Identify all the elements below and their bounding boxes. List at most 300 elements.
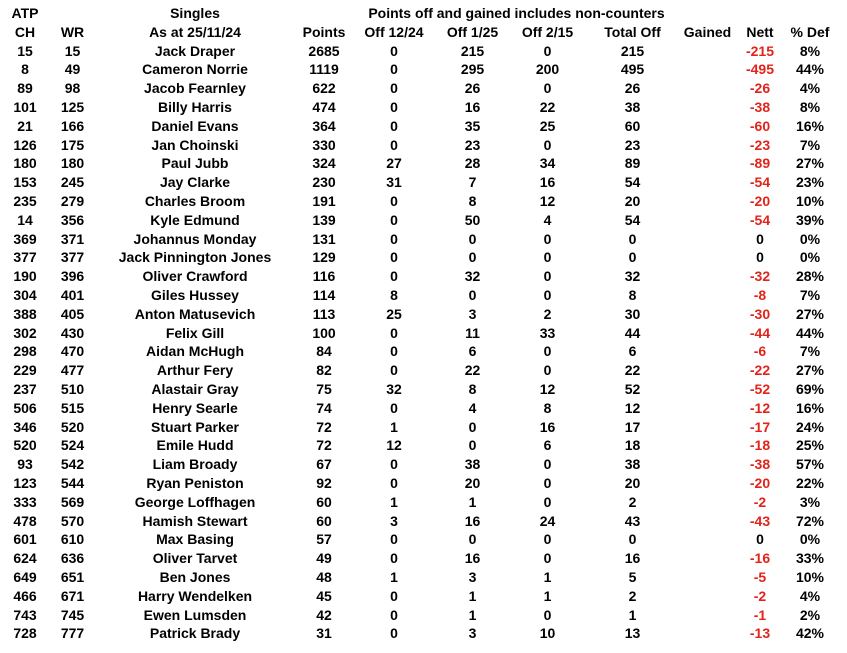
nett-cell: -5 (753, 568, 767, 585)
player-rows (0, 42, 847, 644)
player-name: Felix Gill (165, 324, 225, 341)
off-2-15-cell: 0 (543, 343, 552, 360)
off-1-25-cell: 11 (465, 324, 480, 341)
off-2-15-cell: 2 (543, 305, 552, 322)
table-row (0, 624, 847, 643)
player-name: Oliver Crawford (142, 268, 248, 285)
off-2-15-cell: 0 (543, 136, 552, 153)
table-row (0, 154, 847, 173)
off-12-24-cell: 0 (390, 587, 398, 604)
points-cell: 60 (316, 493, 332, 510)
ch-cell: 649 (13, 568, 37, 585)
wr-cell: 470 (60, 343, 85, 360)
points-cell: 1119 (309, 61, 339, 78)
off-12-24-header: Off 12/24 (364, 23, 424, 40)
pct-def-cell: 25% (795, 437, 825, 454)
off-12-24-cell: 27 (386, 155, 402, 172)
off-12-24-cell: 1 (390, 568, 398, 585)
ch-cell: 466 (13, 587, 37, 604)
nett-cell: -26 (749, 80, 771, 97)
off-1-25-cell: 0 (468, 437, 477, 454)
pct-def-cell: 4% (799, 587, 821, 604)
nett-cell: -2 (753, 587, 767, 604)
player-name: Daniel Evans (151, 117, 239, 134)
wr-cell: 356 (60, 211, 85, 228)
pct-def-cell: 27% (795, 362, 825, 379)
total-off-cell: 2 (628, 587, 637, 604)
pct-def-cell: 16% (795, 399, 825, 416)
off-2-15-cell: 0 (543, 42, 552, 59)
wr-cell: 180 (60, 155, 85, 172)
off-2-15-header: Off 2/15 (521, 23, 574, 40)
off-12-24-cell: 0 (390, 362, 398, 379)
off-12-24-cell: 0 (390, 324, 398, 341)
total-off-cell: 6 (628, 343, 637, 360)
off-2-15-cell: 1 (543, 568, 552, 585)
wr-cell: 405 (60, 305, 85, 322)
total-off-cell: 16 (624, 550, 641, 567)
points-cell: 45 (316, 587, 332, 604)
off-1-25-cell: 32 (464, 268, 481, 285)
off-1-25-cell: 3 (468, 625, 477, 642)
player-name: Cameron Norrie (142, 61, 248, 78)
nett-cell: -20 (749, 192, 771, 209)
atp-header: ATP (11, 5, 39, 21)
ch-cell: 333 (13, 493, 37, 510)
player-name: Billy Harris (158, 98, 232, 115)
total-off-cell: 20 (624, 192, 641, 209)
total-off-cell: 17 (624, 418, 641, 435)
player-name: Johannus Monday (133, 230, 257, 247)
player-name: Alastair Gray (151, 380, 239, 397)
off-12-24-cell: 0 (390, 80, 398, 97)
player-name: Patrick Brady (149, 625, 241, 642)
off-2-15-cell: 22 (539, 98, 556, 115)
ch-cell: 346 (13, 418, 37, 435)
wr-cell: 636 (60, 550, 85, 567)
ch-cell: 369 (13, 230, 37, 247)
nett-cell: -495 (745, 61, 775, 78)
player-name: Stuart Parker (151, 418, 239, 435)
nett-cell: -2 (753, 493, 767, 510)
nett-cell: -60 (749, 117, 771, 134)
player-name: Jacob Fearnley (144, 80, 246, 97)
wr-cell: 15 (64, 42, 81, 59)
points-cell: 364 (312, 117, 336, 134)
total-off-cell: 0 (628, 230, 637, 247)
nett-cell: -54 (749, 174, 771, 191)
table-row (0, 42, 847, 61)
points-cell: 230 (312, 174, 336, 191)
off-1-25-cell: 22 (464, 362, 481, 379)
total-off-cell: 54 (624, 174, 641, 191)
ch-cell: 624 (13, 550, 37, 567)
off-12-24-cell: 0 (390, 531, 398, 548)
off-1-25-cell: 0 (468, 230, 477, 247)
pct-def-cell: 39% (795, 211, 825, 228)
ch-cell: 237 (13, 380, 37, 397)
ch-cell: 377 (13, 249, 37, 266)
wr-cell: 671 (60, 587, 85, 604)
off-1-25-cell: 20 (464, 474, 481, 491)
pct-def-cell: 16% (795, 117, 825, 134)
total-off-cell: 215 (620, 42, 645, 59)
ch-cell: 8 (21, 61, 29, 78)
points-cell: 139 (312, 211, 336, 228)
points-cell: 2685 (308, 42, 340, 59)
player-name: Anton Matusevich (134, 305, 256, 322)
off-2-15-cell: 16 (539, 174, 556, 191)
total-off-cell: 38 (624, 98, 641, 115)
pct-def-cell: 7% (799, 136, 821, 153)
pct-def-cell: 24% (795, 418, 825, 435)
table-row (0, 98, 847, 117)
ch-cell: 302 (13, 324, 37, 341)
off-1-25-cell: 0 (468, 418, 477, 435)
nett-cell: 0 (756, 531, 764, 548)
nett-cell: -23 (749, 136, 771, 153)
table-row (0, 568, 847, 587)
off-1-25-cell: 215 (460, 42, 485, 59)
player-name: Jack Draper (154, 42, 236, 59)
off-1-25-cell: 16 (464, 512, 481, 529)
off-1-25-cell: 1 (468, 606, 477, 623)
nett-cell: -38 (749, 456, 771, 473)
total-off-cell: 43 (624, 512, 641, 529)
header-row-2 (0, 23, 847, 42)
ch-cell: 743 (13, 606, 37, 623)
wr-cell: 524 (60, 437, 85, 454)
off-1-25-cell: 295 (460, 61, 485, 78)
off-12-24-cell: 0 (390, 474, 398, 491)
player-name: Hamish Stewart (142, 512, 248, 529)
off-1-25-cell: 6 (468, 343, 477, 360)
off-2-15-cell: 25 (539, 117, 556, 134)
ch-cell: 601 (13, 531, 37, 548)
nett-cell: -12 (749, 399, 771, 416)
ch-cell: 89 (17, 80, 33, 97)
header-row-1 (0, 4, 847, 23)
table-row (0, 136, 847, 155)
table-row (0, 60, 847, 79)
table-row (0, 324, 847, 343)
table-row (0, 474, 847, 493)
wr-cell: 520 (60, 418, 85, 435)
points-cell: 622 (312, 80, 336, 97)
nett-cell: -13 (749, 625, 771, 642)
table-row (0, 173, 847, 192)
ch-cell: 15 (17, 42, 33, 59)
wr-header: WR (60, 23, 85, 40)
off-2-15-cell: 12 (539, 380, 556, 397)
points-cell: 113 (312, 305, 336, 322)
pct-def-cell: 8% (799, 42, 821, 59)
rankings-sheet (0, 4, 847, 643)
off-2-15-cell: 0 (543, 230, 552, 247)
table-row (0, 342, 847, 361)
off-1-25-cell: 23 (464, 136, 481, 153)
nett-cell: 0 (756, 249, 764, 266)
pct-def-cell: 0% (799, 531, 821, 548)
off-12-24-cell: 0 (390, 98, 398, 115)
off-1-25-cell: 1 (468, 587, 477, 604)
table-row (0, 512, 847, 531)
off-2-15-cell: 16 (539, 418, 556, 435)
nett-cell: -30 (749, 305, 771, 322)
pct-def-cell: 10% (795, 568, 825, 585)
off-2-15-cell: 24 (539, 512, 556, 529)
points-cell: 324 (312, 155, 336, 172)
pct-def-cell: 4% (799, 80, 821, 97)
nett-cell: -52 (749, 380, 771, 397)
ch-cell: 190 (13, 268, 37, 285)
points-cell: 74 (316, 399, 332, 416)
off-12-24-cell: 0 (390, 136, 398, 153)
ch-cell: 728 (13, 625, 37, 642)
off-12-24-cell: 0 (390, 399, 398, 416)
total-off-cell: 0 (628, 531, 637, 548)
table-row (0, 587, 847, 606)
points-cell: 131 (312, 230, 336, 247)
off-2-15-cell: 0 (543, 493, 552, 510)
table-row (0, 79, 847, 98)
total-off-cell: 54 (624, 211, 641, 228)
off-1-25-cell: 16 (464, 550, 481, 567)
points-cell: 72 (316, 437, 332, 454)
total-off-cell: 0 (628, 249, 637, 266)
off-12-24-cell: 0 (390, 211, 398, 228)
wr-cell: 542 (60, 456, 85, 473)
total-off-cell: 2 (628, 493, 637, 510)
pct-def-cell: 44% (795, 61, 825, 78)
points-cell: 82 (316, 362, 332, 379)
off-12-24-cell: 1 (390, 418, 398, 435)
pct-def-cell: 27% (795, 305, 825, 322)
total-off-cell: 89 (624, 155, 641, 172)
nett-cell: -8 (753, 286, 767, 303)
off-12-24-cell: 0 (390, 550, 398, 567)
total-off-cell: 30 (624, 305, 641, 322)
table-row (0, 380, 847, 399)
off-2-15-cell: 12 (539, 192, 556, 209)
off-2-15-cell: 0 (543, 286, 552, 303)
points-cell: 75 (316, 380, 332, 397)
total-off-cell: 44 (624, 324, 641, 341)
wr-cell: 430 (60, 324, 85, 341)
wr-cell: 377 (60, 249, 85, 266)
player-name: Harry Wendelken (137, 587, 253, 604)
player-name: Jan Choinski (151, 136, 239, 153)
points-cell: 67 (316, 456, 332, 473)
table-row (0, 117, 847, 136)
wr-cell: 745 (60, 606, 85, 623)
off-1-25-cell: 28 (464, 155, 481, 172)
nett-cell: -16 (749, 550, 771, 567)
ch-cell: 14 (17, 211, 33, 228)
nett-header: Nett (746, 23, 774, 40)
wr-cell: 544 (60, 474, 85, 491)
wr-cell: 279 (60, 192, 85, 209)
ch-cell: 235 (13, 192, 37, 209)
points-cell: 92 (316, 474, 332, 491)
table-row (0, 436, 847, 455)
player-name: Aidan McHugh (146, 343, 244, 360)
off-1-25-header: Off 1/25 (446, 23, 499, 40)
points-cell: 48 (316, 568, 332, 585)
player-name: Ryan Peniston (146, 474, 244, 491)
wr-cell: 98 (64, 80, 81, 97)
ch-cell: 520 (13, 437, 37, 454)
player-name: Ewen Lumsden (143, 606, 247, 623)
off-12-24-cell: 0 (390, 268, 398, 285)
pct-def-cell: 8% (799, 98, 821, 115)
pct-def-cell: 28% (795, 268, 825, 285)
points-cell: 129 (312, 249, 336, 266)
player-name: George Loffhagen (134, 493, 256, 510)
nett-cell: -54 (749, 211, 771, 228)
off-12-24-cell: 0 (390, 117, 398, 134)
off-12-24-cell: 8 (390, 286, 398, 303)
total-off-cell: 5 (628, 568, 637, 585)
pct-def-cell: 2% (799, 606, 821, 623)
off-2-15-cell: 200 (535, 61, 560, 78)
points-cell: 57 (316, 531, 332, 548)
ch-header: CH (14, 23, 36, 40)
points-cell: 31 (316, 625, 332, 642)
off-2-15-cell: 0 (543, 550, 552, 567)
total-off-cell: 32 (624, 268, 641, 285)
wr-cell: 125 (60, 98, 85, 115)
nett-cell: -43 (749, 512, 771, 529)
total-off-cell: 12 (624, 399, 641, 416)
total-off-cell: 38 (624, 456, 641, 473)
nett-cell: -20 (749, 474, 771, 491)
ch-cell: 304 (13, 286, 37, 303)
player-name: Jack Pinnington Jones (118, 249, 272, 266)
off-12-24-cell: 0 (390, 249, 398, 266)
total-off-cell: 60 (624, 117, 641, 134)
off-12-24-cell: 0 (390, 606, 398, 623)
pct-def-cell: 72% (795, 512, 825, 529)
wr-cell: 570 (60, 512, 85, 529)
points-cell: 330 (312, 136, 336, 153)
ch-cell: 478 (13, 512, 37, 529)
off-2-15-cell: 1 (543, 587, 552, 604)
total-off-cell: 52 (624, 380, 641, 397)
off-1-25-cell: 50 (464, 211, 481, 228)
points-cell: 116 (312, 268, 336, 285)
off-12-24-cell: 0 (390, 343, 398, 360)
table-row (0, 399, 847, 418)
player-name: Giles Hussey (151, 286, 239, 303)
points-cell: 60 (316, 512, 332, 529)
points-cell: 84 (316, 343, 332, 360)
wr-cell: 175 (60, 136, 85, 153)
player-name: Paul Jubb (161, 155, 229, 172)
off-2-15-cell: 4 (543, 211, 552, 228)
pct-def-cell: 33% (795, 550, 825, 567)
gained-header: Gained (683, 23, 732, 40)
table-row (0, 305, 847, 324)
pct-def-cell: 57% (795, 456, 825, 473)
off-2-15-cell: 0 (543, 606, 552, 623)
player-name: Liam Broady (152, 456, 238, 473)
off-2-15-cell: 0 (543, 268, 552, 285)
player-name: Oliver Tarvet (152, 550, 238, 567)
ch-cell: 506 (13, 399, 37, 416)
player-name: Jay Clarke (159, 174, 231, 191)
off-2-15-cell: 0 (543, 474, 552, 491)
ch-cell: 101 (13, 98, 37, 115)
table-row (0, 192, 847, 211)
total-off-cell: 18 (624, 437, 641, 454)
off-1-25-cell: 8 (468, 380, 477, 397)
table-row (0, 455, 847, 474)
total-off-cell: 22 (624, 362, 641, 379)
table-row (0, 606, 847, 625)
nett-cell: -89 (749, 155, 771, 172)
off-12-24-cell: 0 (390, 61, 398, 78)
pct-def-cell: 7% (799, 286, 821, 303)
points-cell: 191 (312, 192, 336, 209)
wr-cell: 166 (60, 117, 85, 134)
off-2-15-cell: 10 (539, 625, 556, 642)
wr-cell: 569 (60, 493, 85, 510)
off-1-25-cell: 0 (468, 249, 477, 266)
points-cell: 72 (316, 418, 332, 435)
player-name: Charles Broom (144, 192, 246, 209)
pct-def-header: % Def (790, 23, 830, 40)
points-cell: 49 (316, 550, 332, 567)
nett-cell: -32 (749, 268, 771, 285)
off-2-15-cell: 0 (543, 456, 552, 473)
table-row (0, 549, 847, 568)
ch-cell: 229 (13, 362, 37, 379)
off-1-25-cell: 0 (468, 531, 477, 548)
pct-def-cell: 69% (795, 380, 825, 397)
total-off-cell: 495 (620, 61, 645, 78)
off-2-15-cell: 0 (543, 249, 552, 266)
nett-cell: -6 (753, 343, 767, 360)
points-cell: 42 (316, 606, 332, 623)
pct-def-cell: 0% (799, 230, 821, 247)
off-2-15-cell: 8 (543, 399, 552, 416)
points-cell: 474 (312, 98, 336, 115)
off-1-25-cell: 3 (468, 568, 477, 585)
table-row (0, 248, 847, 267)
ch-cell: 123 (13, 474, 37, 491)
table-row (0, 267, 847, 286)
off-1-25-cell: 35 (464, 117, 481, 134)
ch-cell: 180 (13, 155, 37, 172)
off-1-25-cell: 0 (468, 286, 477, 303)
table-row (0, 361, 847, 380)
player-name: Henry Searle (152, 399, 238, 416)
wr-cell: 610 (60, 531, 85, 548)
nett-cell: -17 (749, 418, 771, 435)
off-1-25-cell: 26 (464, 80, 481, 97)
points-cell: 100 (312, 324, 336, 341)
nett-cell: -215 (745, 42, 775, 59)
off-12-24-cell: 1 (390, 493, 398, 510)
table-row (0, 230, 847, 249)
nett-cell: -38 (749, 98, 771, 115)
player-name: Arthur Fery (156, 362, 234, 379)
off-12-24-cell: 0 (390, 456, 398, 473)
pct-def-cell: 44% (795, 324, 825, 341)
wr-cell: 49 (64, 61, 81, 78)
pct-def-cell: 23% (795, 174, 825, 191)
